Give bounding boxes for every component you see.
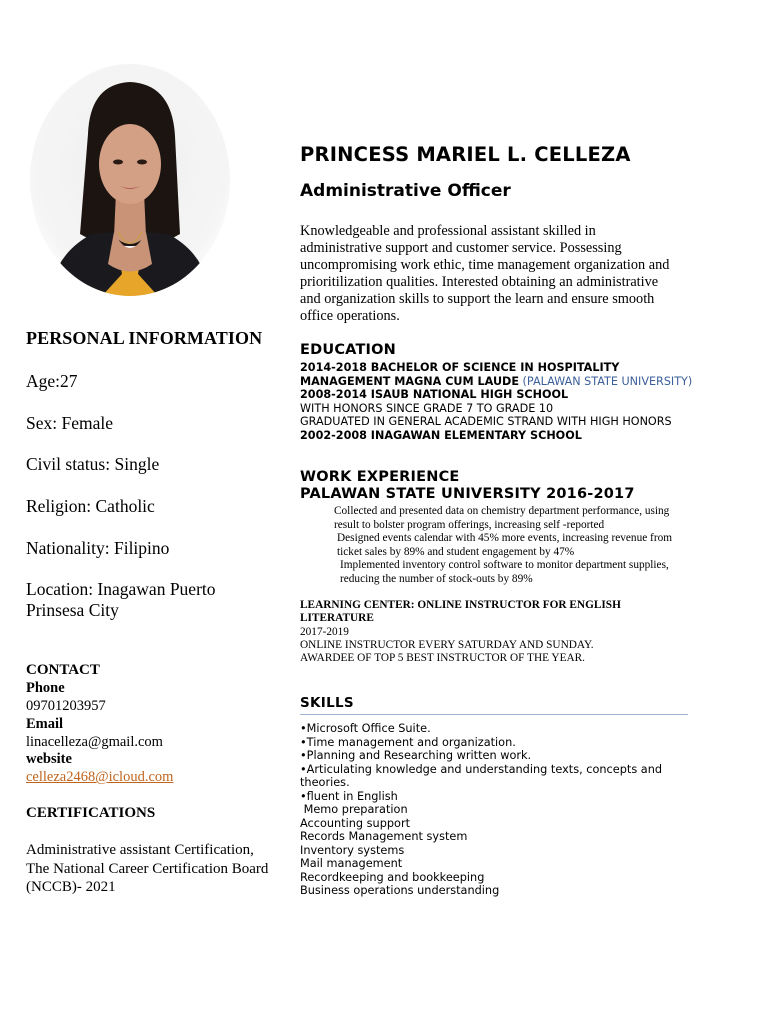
education-section [300, 361, 700, 442]
personal-info-title: PERSONAL INFORMATION [26, 328, 263, 348]
learning-center-section [300, 599, 680, 665]
skill-item: •Microsoft Office Suite. [300, 722, 431, 735]
elem-title: 2002-2008 INAGAWAN ELEMENTARY SCHOOL [300, 428, 582, 442]
skill-item: Records Management system [300, 830, 468, 843]
certification-text: Administrative assistant Certification, The National Career Certification Board (NCCB)- 2021 [26, 842, 269, 895]
skill-item: Recordkeeping and bookkeeping [300, 870, 485, 884]
work-bullets [300, 505, 680, 586]
work-bullet-1: Collected and presented data on chemistry department performance, using result to bolster program offerings, increasing self -reported [334, 505, 670, 531]
email-label: Email [26, 716, 64, 732]
skill-item: •fluent in English [300, 789, 398, 803]
summary-text: Knowledgeable and professional assistant skilled in administrative support and customer service. Possessing uncompromising work ethic, time management organization and prioritilization qualities. Interested obtaining an administrative and organization skills to support the learn and ensure smooth office operations. [300, 223, 670, 324]
skills-divider [300, 714, 688, 715]
skills-title: SKILLS [300, 695, 354, 711]
hs-line-1: WITH HONORS SINCE GRADE 7 TO GRADE 10 [300, 401, 554, 415]
phone-value: 09701203957 [26, 698, 106, 714]
skill-item: Accounting support [300, 816, 411, 830]
skill-item: Inventory systems [300, 843, 405, 857]
skill-item: •Time management and organization. [300, 735, 516, 749]
website-link[interactable]: celleza2468@icloud.com [26, 769, 174, 785]
nationality-field: Nationality: Filipino [26, 538, 170, 558]
hs-title: 2008-2014 ISAUB NATIONAL HIGH SCHOOL [300, 388, 569, 401]
learning-center-years: 2017-2019 [300, 625, 349, 638]
email-value: linacelleza@gmail.com [26, 734, 163, 750]
skill-item: Memo preparation [300, 803, 408, 816]
college-school: (PALAWAN STATE UNIVERSITY) [522, 374, 693, 388]
location-field: Location: Inagawan Puerto Prinsesa City [26, 579, 216, 620]
skill-item: •Planning and Researching written work. [300, 749, 532, 762]
education-title: EDUCATION [300, 342, 397, 358]
sex-field: Sex: Female [26, 413, 113, 433]
religion-field: Religion: Catholic [26, 496, 155, 516]
skills-list [300, 722, 685, 898]
college-title: 2014-2018 BACHELOR OF SCIENCE IN HOSPITALITY MANAGEMENT MAGNA CUM LAUDE [300, 361, 620, 388]
profile-photo [30, 64, 230, 296]
contact-title: CONTACT [26, 662, 100, 678]
job-title: Administrative Officer [300, 181, 511, 201]
skill-item: Business operations understanding [300, 884, 500, 897]
applicant-name: PRINCESS MARIEL L. CELLEZA [300, 143, 631, 166]
website-label: website [26, 751, 72, 767]
work-experience-title: WORK EXPERIENCE [300, 469, 460, 485]
learning-center-line-1: ONLINE INSTRUCTOR EVERY SATURDAY AND SUNDAY. [300, 638, 594, 651]
age-field: Age:27 [26, 371, 78, 391]
learning-center-title: LEARNING CENTER: ONLINE INSTRUCTOR FOR ENGLISH LITERATURE [300, 599, 621, 625]
college-entry [300, 361, 700, 388]
work-bullet-2: Designed events calendar with 45% more events, increasing revenue from ticket sales by 89% and student engagement by 47% [337, 532, 673, 558]
skill-item: Mail management [300, 857, 403, 870]
phone-label: Phone [26, 680, 65, 696]
employer-title: PALAWAN STATE UNIVERSITY 2016-2017 [300, 486, 635, 502]
civil-status-field: Civil status: Single [26, 454, 160, 474]
skill-item: •Articulating knowledge and understanding texts, concepts and theories. [300, 762, 663, 789]
work-bullet-3: Implemented inventory control software to monitor department supplies, reducing the number of stock-outs by 89% [340, 559, 669, 585]
hs-line-2: GRADUATED IN GENERAL ACADEMIC STRAND WITH HIGH HONORS [300, 415, 672, 428]
certifications-title: CERTIFICATIONS [26, 805, 156, 821]
learning-center-line-2: AWARDEE OF TOP 5 BEST INSTRUCTOR OF THE YEAR. [300, 652, 586, 665]
